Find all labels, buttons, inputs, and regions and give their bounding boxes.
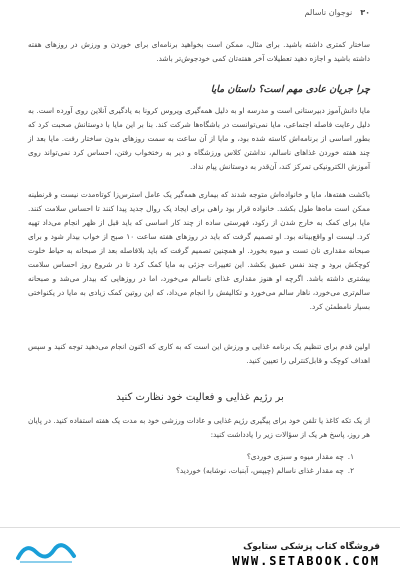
- question-number: ۱.: [347, 452, 354, 461]
- footer-banner: [0, 527, 400, 576]
- section2-body: [28, 414, 370, 442]
- section-heading-monitor: بر رژیم غذایی و فعالیت خود نظارت کنید: [116, 392, 284, 403]
- section-heading-maya: چرا جریان عادی مهم است؟ داستان مایا: [210, 84, 370, 95]
- setabook-logo: [14, 538, 78, 566]
- list-item: [176, 464, 354, 478]
- maya-paragraph-2: باکشت هفته‌ها، مایا و خانواده‌اش متوجه شدند که بیماری همه‌گیر یک عامل استرس‌زا کوتاه‌مدت نیست و قرنطینه ممکن است ماه‌ها طول بکشد. خانواده قرار بود راهی برای ایجاد یک روال جدید پیدا کنند تا احساس سلامت کنند. مایا برای کمک به خارج شدن از رکود، فهرستی ساده از چند کار اساسی که باید قبل از ظهر انجام می‌داد تهیه کرد. لیست او واقع‌بینانه بود. او تصمیم گرفت که باید در روزهای هفته ساعت ۱۰ صبح از خواب بیدار شود و برای صبحانه مقداری نان تست و میوه بخورد. او همچنین تصمیم گرفت که باید بلافاصله بعد از صبحانه به حیاط خلوت کوچکش برود و چند نفس عمیق بکشد. این تغییرات جزئی به مایا کمک کرد تا در شروع روز احساس سلامت بیشتری داشته باشد. اگرچه او هنوز مقداری غذای ناسالم می‌خورد، اما در روزهایی که بیدار می‌شد و صبحانه سالم‌تری می‌خورد، ناهار سالم می‌خورد و تکالیفش را انجام می‌داد، که این روتین کمک زیادی به مایا در یکنواختی بسیار نامطمئن کرد.: [28, 190, 371, 311]
- section1-body-3: [28, 340, 370, 368]
- list-item: [176, 450, 354, 464]
- question-text: چه مقدار غذای ناسالم (چیپس، آبنبات، نوشابه) خوردید؟: [176, 466, 344, 475]
- website-link[interactable]: WWW.SETABOOK.COM: [232, 554, 380, 568]
- store-name: فروشگاه کتاب پزشکی ستابوک: [243, 542, 380, 552]
- page-number: ۳۰: [360, 8, 370, 17]
- maya-paragraph-3: اولین قدم برای تنظیم یک برنامه غذایی و ورزش این است که به کاری که اکنون انجام می‌دهید توجه کنید و سپس اهداف کوچک و قابل‌کنترلی را تعیین کنید.: [28, 342, 370, 365]
- intro-paragraph-block: [28, 38, 370, 66]
- question-number: ۲.: [347, 466, 354, 475]
- page-header: [305, 8, 370, 17]
- section1-body-2: [28, 188, 370, 314]
- monitor-paragraph: از یک تکه کاغذ یا تلفن خود برای پیگیری رژیم غذایی و عادات ورزشی خود به مدت یک هفته استفاده کنید. در پایان هر روز، پاسخ هر یک از سؤالات زیر را یادداشت کنید:: [28, 416, 370, 439]
- book-title: نوجوان ناسالم: [304, 8, 353, 17]
- maya-paragraph-1: مایا دانش‌آموز دبیرستانی است و مدرسه او به دلیل همه‌گیری ویروس کرونا به یادگیری آنلاین روی آورده است. به دلیل رعایت فاصله اجتماعی، مایا نمی‌توانست در باشگاه‌ها شرکت کند. بنا بر این مایا با دوستانش صحبت کرد که بطور اساسی از برنامه‌اش کاسته شده بود، و مایا از آن ساعت به سمت روزهای بدون ساختار رفت. مایا بعد از چند هفته خوردن غذاهای ناسالم، نداشتن کلاس ورزشگاه و دیر به رختخواب رفتن، احساس کرد نمی‌تواند روی آموزش الکترونیکی تمرکز کند، آن‌قدر به دوستانش پیام نداد.: [28, 106, 370, 171]
- question-list: [176, 450, 354, 478]
- intro-paragraph: ساختار کمتری داشته باشید. برای مثال، ممکن است بخواهید برنامه‌ای برای خوردن و ورزش در روزهای هفته داشته باشید و اجازه دهید تعطیلات آخر هفته‌تان کمی خودجوش‌تر باشد.: [28, 40, 370, 63]
- question-text: چه مقدار میوه و سبزی خوردی؟: [246, 452, 344, 461]
- section1-body: [28, 104, 370, 174]
